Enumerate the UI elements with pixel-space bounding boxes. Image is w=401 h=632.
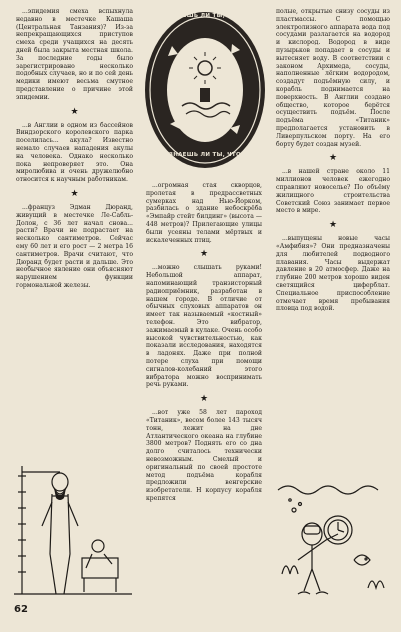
star-divider: ★ [199, 249, 209, 260]
tall-man-illustration [14, 462, 134, 596]
star-divider: ★ [328, 153, 338, 164]
right-column [276, 8, 390, 313]
article-laughter-epidemic: ...эпидемия смеха вспыхнула недавно в местечке Кашаша (Центральная Танзания)? Из-за непрекращающихся приступов смеха среди учащихся на десять дней была закрыта местная школа. За последние годы было зарегистрировано несколько подобных случаев, но и по сей день медики имеют весьма смутное представление о причине этой эпидемии. [16, 8, 133, 101]
emblem-title-bottom: ЗНАЕШЬ ЛИ ТЫ, ЧТО [169, 152, 241, 158]
star-divider: ★ [199, 394, 209, 405]
emblem-title-top: ЗНАЕШЬ ЛИ ТЫ, ЧТО [169, 13, 241, 19]
article-starlings: ...огромная стая скворцов, пролетая в предрассветных сумерках над Нью-Йорком, разбилась о здание небоскрёба «Эмпайр стейт билдинг» (высота — 448 метров)? Прилегающие улицы были усеяны телами мёртвых и искалеченных птиц. [146, 182, 262, 244]
star-divider: ★ [70, 188, 79, 199]
star-divider: ★ [70, 106, 79, 117]
article-titanic: ...вот уже 58 лет пароход «Титаник», весом более 143 тысяч тонн, лежит на дне Атлантического океана на глубине 3800 метров? Поднять его со дна долго считалось технически невозможным. Смелый и оригинальный по своей простоте метод подъёма корабля предложили венгерские изобретатели. Н корпусу корабля крепятся [146, 409, 262, 502]
article-hearing-hands: ...можно слышать руками! Небольшой аппарат, напоминающий транзисторный радиоприёмник, разработан в нашем городе. В отличие от обычных слуховых аппаратов он имеет так называемый «костный» телефон. Это вибратор, зажимаемый в кулаке. Очень особо высокой чувствительностью, как показали исследования, находятся в ладонях. Даже при полной потере слуха при помощи сигналов-колебаний этого вибратора можно воспринимать речь руками. [146, 264, 262, 389]
diver-illustration [268, 470, 392, 600]
article-amphibia-watch: ...выпущены новые часы «Амфибия»? Они предназначены для любителей подводного плавания. Часы выдержат давление в 20 атмосфер. Даже на глубине 200 метров хорошо виден светящийся циферблат. Специальное приспособление отмечает время пребывания пловца под водой. [276, 235, 390, 313]
left-column [16, 8, 133, 290]
page-number: 62 [14, 604, 28, 615]
middle-column [146, 182, 262, 503]
article-growing-man: ...француз Эдман Дюранд, живущий в местечке Ле-Сабль-Долон, с 36 лет начал снова... расти? Врачи не подрастает на несколько сантиметров. Сейчас ему 60 лет и его рост — 2 метра 16 сантиметров. Врачи считают, что Дюранд будет расти и дальше. Это необычное явление они объясняют нарушением функции гормональной железы. [16, 203, 133, 289]
emblem-illustration [142, 6, 268, 176]
star-divider: ★ [328, 220, 338, 231]
article-housewarming: ...в нашей стране около 11 миллионов человек ежегодно справляют новоселье? По объёму жилищного строительства Советский Союз занимает первое место в мире. [276, 168, 390, 215]
article-windsor-shark: ...в Англии в одном из бассейнов Виндзорского королевского парка поселилась... акула? Известно немало случаев нападения акулы на человека. Однако несколько пока непроверяет это. Она миролюбива и очень дружелюбно относится к научным работникам. [16, 121, 133, 184]
article-titanic-continued: полые, открытые снизу сосуды из пластмассы. С помощью электролизного аппарата вода под сосудами разлагается на водород и кислород. Водород в виде пузырьков попадает в сосуды и вытесняет воду. В соответствии с законом Архимеда, сосуды, наполненные лёгким водородом, создадут подъёмную силу, и корабль поднимается на поверхность. В Англии создано общество, которое берётся осуществить подъём. После подъёма «Титаник» предполагается установить в Ливерпульском порту. На его борту будет создан музей. [276, 8, 390, 148]
